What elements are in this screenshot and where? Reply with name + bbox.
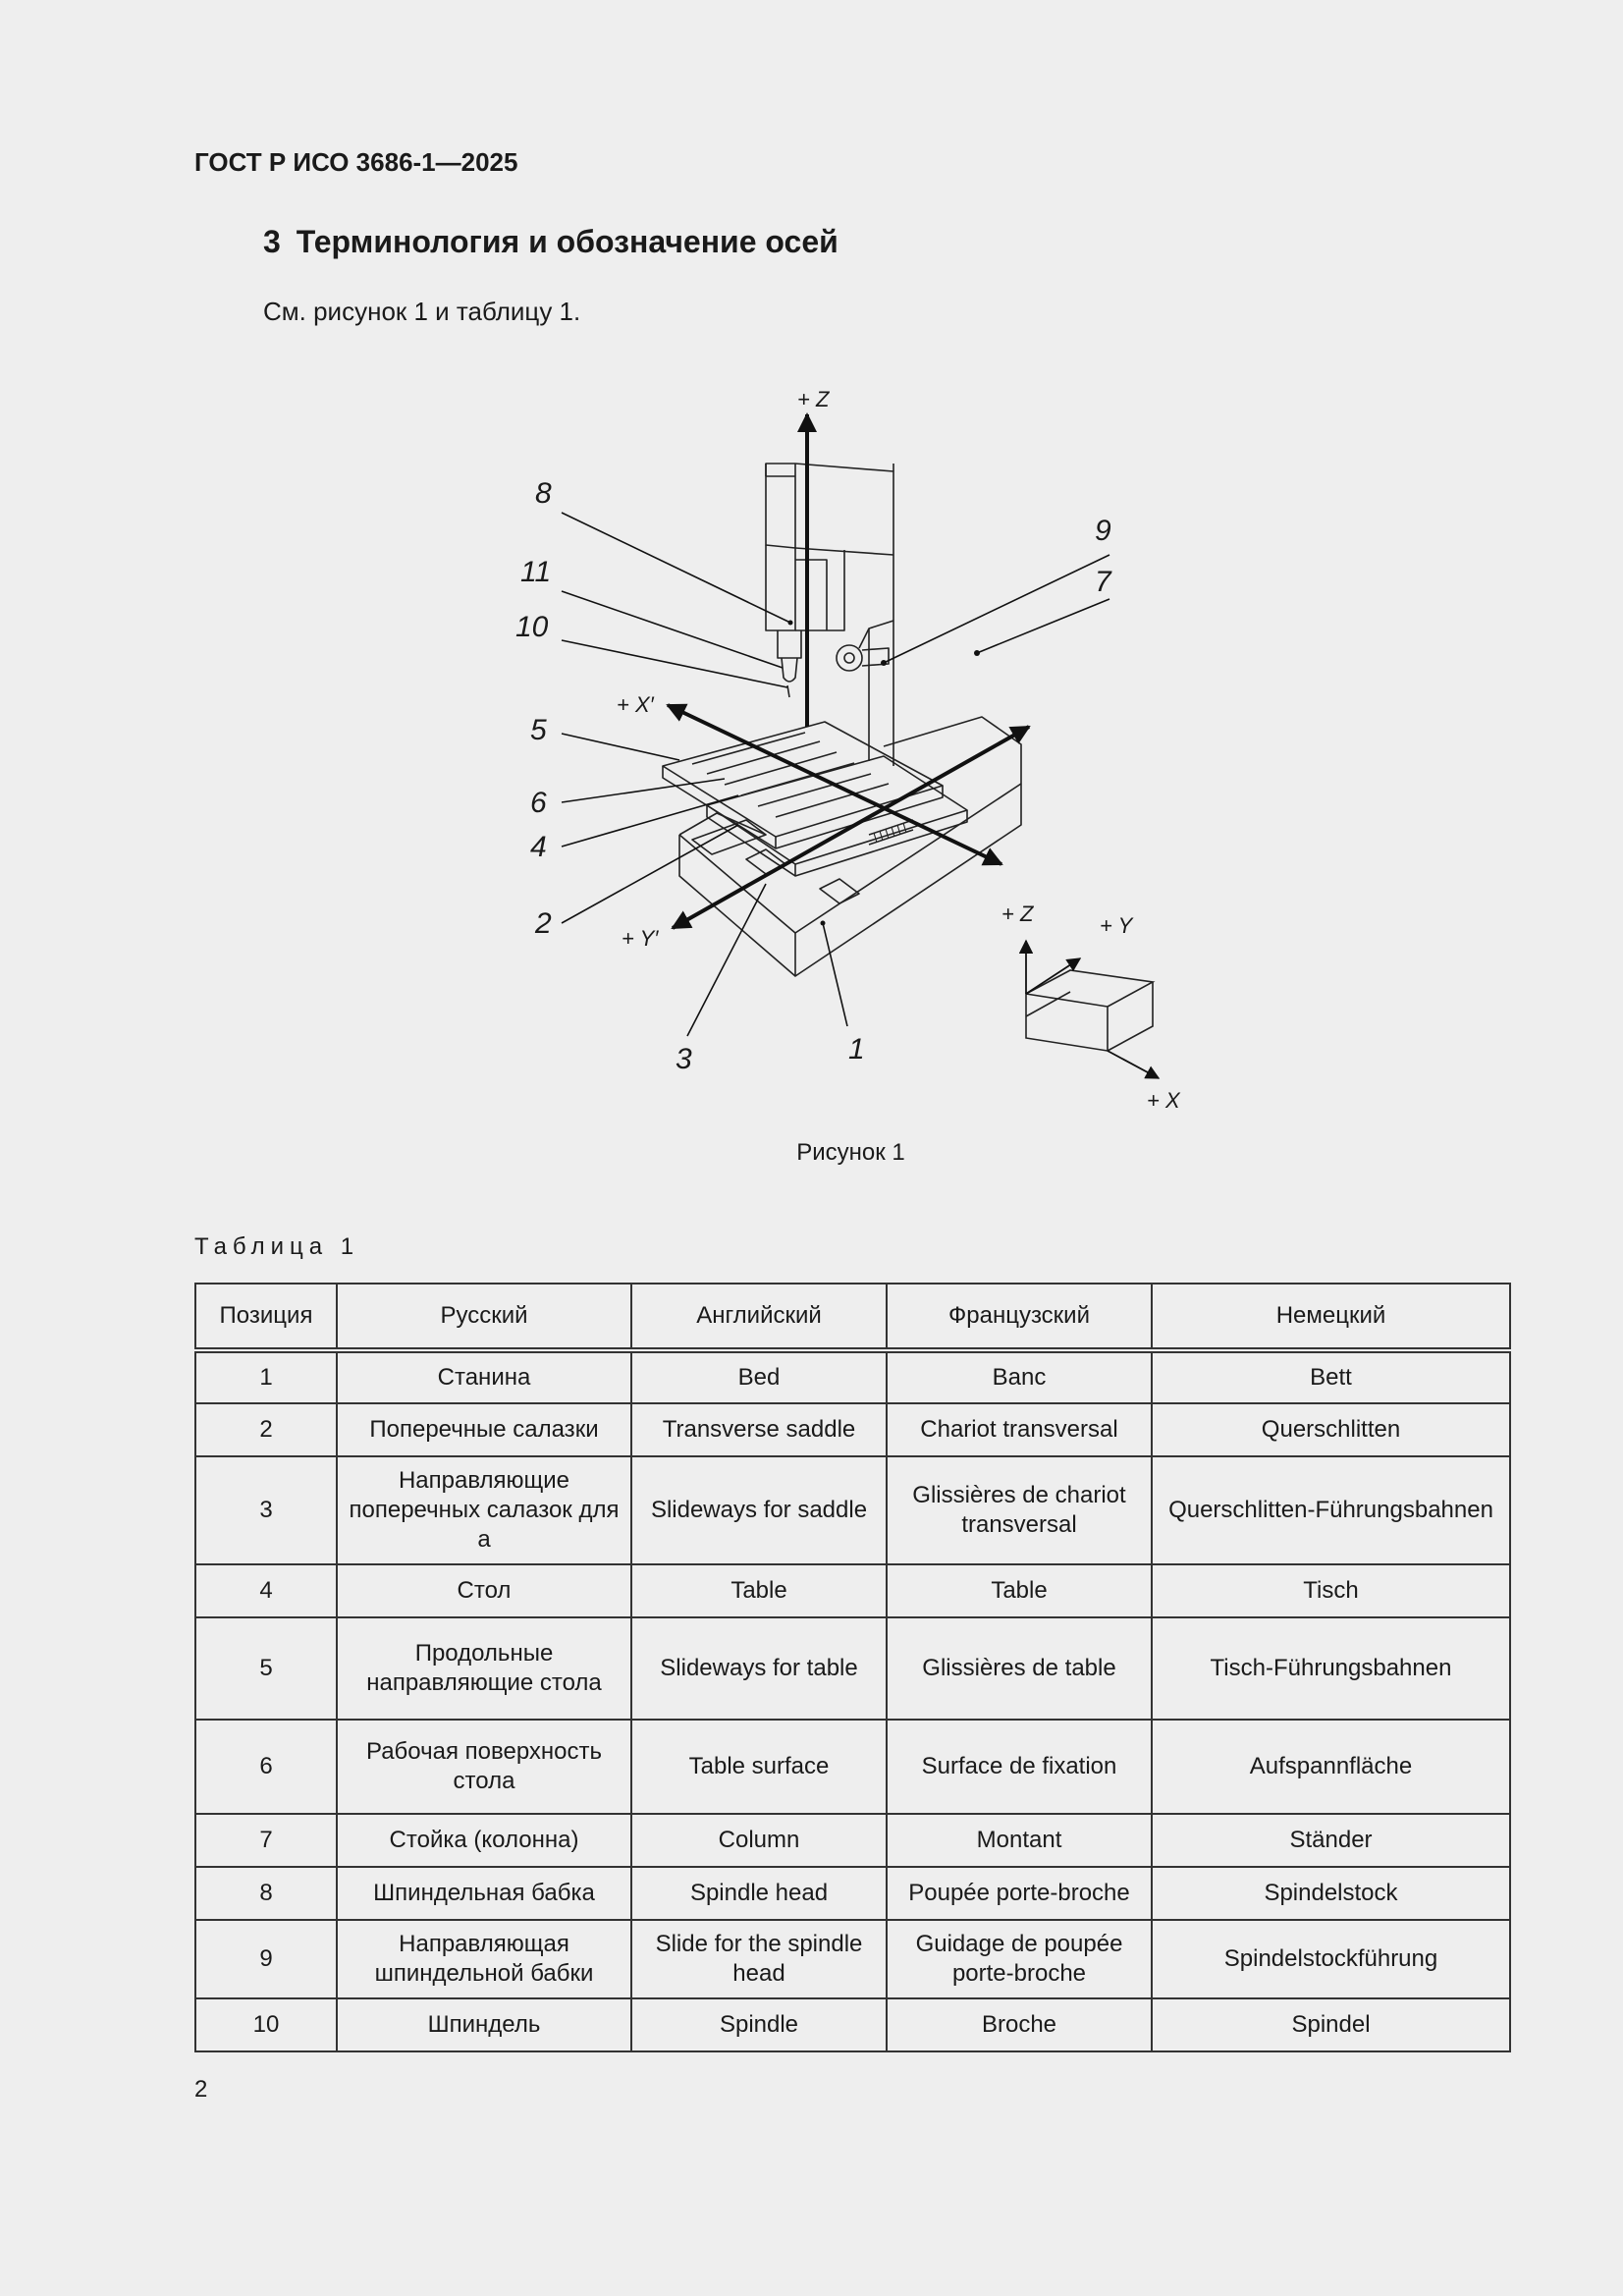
page-number: 2	[194, 2076, 208, 2103]
coord-label-y: + Y	[1100, 913, 1133, 938]
cell-russian: Стойка (колонна)	[337, 1814, 631, 1867]
cell-english: Slideways for saddle	[631, 1456, 887, 1564]
cell-english: Slide for the spindle head	[631, 1920, 887, 1998]
table-header-row	[195, 1284, 1510, 1350]
cell-french: Glissières de table	[887, 1617, 1152, 1720]
cell-french: Guidage de poupée porte-broche	[887, 1920, 1152, 1998]
axis-x-prime	[668, 705, 1001, 864]
cell-german: Querschlitten-Führungsbahnen	[1152, 1456, 1510, 1564]
intro-text: См. рисунок 1 и таблицу 1.	[263, 297, 581, 326]
cell-english: Slideways for table	[631, 1617, 887, 1720]
cell-russian: Станина	[337, 1350, 631, 1403]
figure-caption: Рисунок 1	[796, 1139, 905, 1166]
cell-french: Surface de fixation	[887, 1720, 1152, 1814]
machine-outline	[663, 464, 1021, 976]
section-title	[263, 224, 839, 260]
header-french: Французский	[887, 1284, 1152, 1350]
cell-german: Spindel	[1152, 1998, 1510, 2051]
cell-german: Aufspannfläche	[1152, 1720, 1510, 1814]
cell-english: Column	[631, 1814, 887, 1867]
column-shape	[766, 464, 893, 766]
position-label-10: 10	[515, 611, 549, 643]
position-label-3: 3	[676, 1043, 692, 1075]
cell-english: Transverse saddle	[631, 1403, 887, 1456]
cell-german: Ständer	[1152, 1814, 1510, 1867]
cell-french: Chariot transversal	[887, 1403, 1152, 1456]
cell-russian: Шпиндельная бабка	[337, 1867, 631, 1920]
leader-lines	[562, 513, 1109, 1036]
position-label-1: 1	[848, 1033, 865, 1066]
table-row	[195, 1998, 1510, 2051]
coordinate-axes	[1026, 941, 1159, 1078]
cell-russian: Поперечные салазки	[337, 1403, 631, 1456]
table-surface-slots	[692, 733, 889, 817]
table-row	[195, 1920, 1510, 1998]
section-title-text: Терминология и обозначение осей	[296, 224, 839, 259]
cell-german: Bett	[1152, 1350, 1510, 1403]
table-caption: Таблица 1	[194, 1233, 360, 1260]
cell-english: Bed	[631, 1350, 887, 1403]
axis-label-y-prime: + Y′	[622, 926, 659, 951]
axis-label-z: + Z	[797, 387, 830, 411]
cell-french: Banc	[887, 1350, 1152, 1403]
cell-russian: Направляющая шпиндельной бабки	[337, 1920, 631, 1998]
cell-russian: Направляющие поперечных салазок для а	[337, 1456, 631, 1564]
cell-french: Montant	[887, 1814, 1152, 1867]
position-label-2: 2	[535, 907, 552, 940]
cell-german: Spindelstockführung	[1152, 1920, 1510, 1998]
position-label-9: 9	[1095, 515, 1111, 547]
header-russian: Русский	[337, 1284, 631, 1350]
cell-position: 2	[195, 1403, 337, 1456]
cell-english: Spindle	[631, 1998, 887, 2051]
terms-table	[194, 1283, 1511, 2052]
section-number: 3	[263, 224, 281, 259]
header-position: Позиция	[195, 1284, 337, 1350]
cell-position: 9	[195, 1920, 337, 1998]
table-row	[195, 1564, 1510, 1617]
cell-german: Spindelstock	[1152, 1867, 1510, 1920]
cell-position: 1	[195, 1350, 337, 1403]
cell-position: 8	[195, 1867, 337, 1920]
spindle-shape	[778, 630, 801, 658]
table-row	[195, 1617, 1510, 1720]
cell-position: 10	[195, 1998, 337, 2051]
position-label-7: 7	[1095, 566, 1111, 598]
document-header: ГОСТ Р ИСО 3686-1—2025	[194, 147, 518, 177]
handwheel	[837, 645, 862, 671]
figure-1	[471, 373, 1237, 1129]
table-row	[195, 1350, 1510, 1403]
coord-label-x: + X	[1147, 1088, 1180, 1113]
axis-label-x-prime: + X′	[617, 692, 654, 717]
coord-label-z: + Z	[1001, 902, 1034, 926]
cell-position: 4	[195, 1564, 337, 1617]
cell-position: 6	[195, 1720, 337, 1814]
header-german: Немецкий	[1152, 1284, 1510, 1350]
cell-position: 7	[195, 1814, 337, 1867]
position-label-11: 11	[520, 556, 552, 588]
cell-french: Broche	[887, 1998, 1152, 2051]
table-row	[195, 1867, 1510, 1920]
cell-german: Querschlitten	[1152, 1403, 1510, 1456]
table-row	[195, 1403, 1510, 1456]
cell-russian: Шпиндель	[337, 1998, 631, 2051]
position-label-8: 8	[535, 477, 552, 510]
table-row	[195, 1456, 1510, 1564]
cell-english: Table surface	[631, 1720, 887, 1814]
position-label-5: 5	[530, 714, 547, 746]
cell-english: Table	[631, 1564, 887, 1617]
cell-position: 5	[195, 1617, 337, 1720]
table-row	[195, 1814, 1510, 1867]
cell-french: Table	[887, 1564, 1152, 1617]
cell-french: Poupée porte-broche	[887, 1867, 1152, 1920]
cell-russian: Рабочая поверхность стола	[337, 1720, 631, 1814]
cell-german: Tisch	[1152, 1564, 1510, 1617]
position-label-6: 6	[530, 787, 547, 819]
position-label-4: 4	[530, 831, 547, 863]
header-english: Английский	[631, 1284, 887, 1350]
cell-position: 3	[195, 1456, 337, 1564]
machine-diagram	[471, 373, 1237, 1129]
cell-russian: Стол	[337, 1564, 631, 1617]
table-row	[195, 1720, 1510, 1814]
bed-shape	[679, 784, 1021, 976]
cell-russian: Продольные направляющие стола	[337, 1617, 631, 1720]
cell-french: Glissières de chariot transversal	[887, 1456, 1152, 1564]
cell-german: Tisch-Führungsbahnen	[1152, 1617, 1510, 1720]
cell-english: Spindle head	[631, 1867, 887, 1920]
saddle-shape	[707, 756, 967, 864]
